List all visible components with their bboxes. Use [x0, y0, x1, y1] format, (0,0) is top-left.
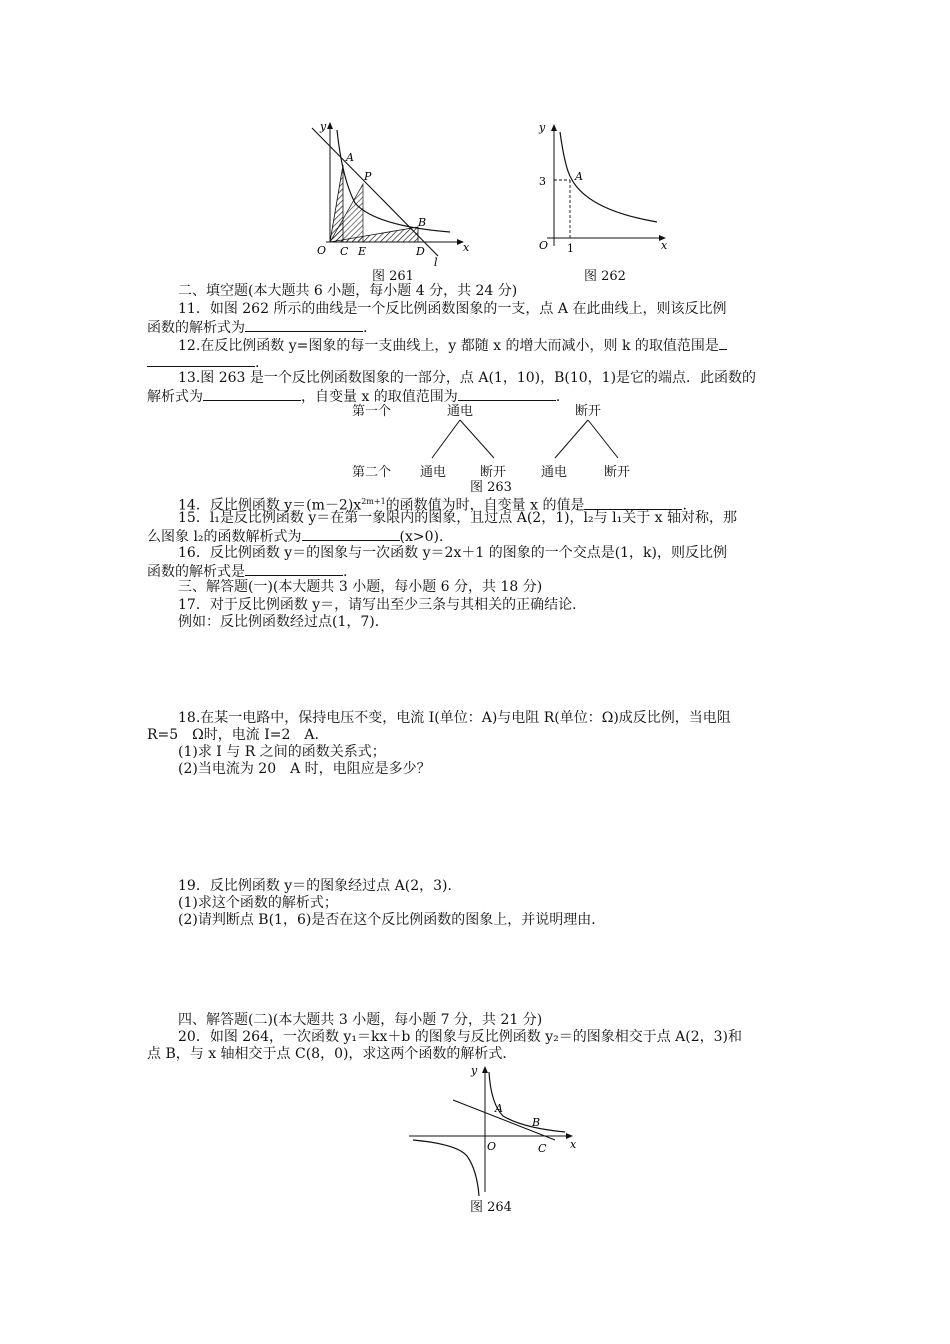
q20-line2: 点 B，与 x 轴相交于点 C(8，0)，求这两个函数的解析式． — [147, 1046, 517, 1062]
fig262-caption: 图 262 — [584, 269, 626, 284]
label-y: y — [320, 120, 327, 133]
q16-text: 函数的解析式是 — [147, 564, 245, 580]
q13-text-a: 解析式为 — [147, 389, 203, 405]
label-b: B — [532, 1116, 541, 1129]
fig263-top-right: 断开 — [575, 404, 602, 419]
q11-period: . — [363, 320, 368, 336]
section-4-heading: 四、解答题(二)(本大题共 3 小题，每小题 7 分，共 21 分) — [178, 1012, 543, 1028]
q14-text-a: 14．反比例函数 y＝(m－2)x — [178, 497, 362, 514]
label-y: y — [539, 121, 546, 134]
q12-line1 — [178, 336, 727, 355]
q14-answer-blank[interactable] — [584, 496, 682, 510]
section-2-heading: 二、填空题(本大题共 6 小题，每小题 4 分，共 24 分) — [178, 283, 518, 299]
hyperbola-branch-2 — [413, 1140, 479, 1196]
section-3-heading: 三、解答题(一)(本大题共 3 小题，每小题 6 分，共 18 分) — [178, 579, 543, 595]
q14-text-b: 的函数值为时，自变量 x 的值是 — [385, 497, 585, 514]
q13-answer-blank-2[interactable] — [458, 387, 556, 401]
figure-262 — [527, 118, 677, 258]
label-c: C — [538, 1142, 547, 1155]
q11-line2 — [147, 318, 367, 337]
label-a: A — [575, 170, 583, 183]
q19-line1: 19．反比例函数 y＝的图象经过点 A(2，3)． — [178, 878, 462, 894]
label-y: y — [471, 1064, 478, 1077]
q16-period: . — [343, 564, 348, 580]
q13-period: . — [555, 389, 561, 405]
q12-answer-blank[interactable] — [147, 353, 255, 367]
fig263-row2-label: 第二个 — [352, 465, 392, 480]
label-x: x — [661, 239, 668, 252]
fig263-leaf3: 通电 — [541, 465, 568, 480]
label-e: E — [358, 245, 367, 258]
q15-text: 么图象 l₂的函数解析式为 — [147, 529, 302, 545]
q13-text-b: ，自变量 x 的取值范围为 — [301, 389, 458, 405]
fig263-row1-label: 第一个 — [352, 404, 392, 419]
q16-line1: 16．反比例函数 y＝的图象与一次函数 y＝2x＋1 的图象的一个交点是(1，k)，则反比例 — [178, 545, 728, 561]
q15-line1: 15．l₁是反比例函数 y＝在第一象限内的图象，且过点 A(2，1)，l₂与 l₁关于 x 轴对称，那 — [178, 510, 737, 526]
q14-exponent: 2m+1 — [361, 497, 386, 506]
q13-line1: 13.图 263 是一个反比例函数图象的一部分，点 A(1，10)，B(10，1)是它的端点．此函数的 — [178, 370, 757, 386]
q18-line4: (2)当电流为 20 A 时，电阻应是多少？ — [178, 761, 431, 777]
q19-line2: (1)求这个函数的解析式； — [178, 895, 338, 911]
q11-text: 函数的解析式为 — [147, 320, 245, 336]
q17-line1: 17．对于反比例函数 y＝，请写出至少三条与其相关的正确结论． — [178, 597, 587, 613]
label-d: D — [416, 245, 425, 258]
q15-answer-blank[interactable] — [302, 527, 400, 541]
fig263-top-left: 通电 — [447, 404, 474, 419]
fig261-caption: 图 261 — [372, 269, 414, 284]
fig263-caption: 图 263 — [470, 480, 512, 495]
fig263-branches — [400, 418, 660, 460]
label-o: O — [317, 244, 327, 257]
q14-period: . — [682, 497, 687, 514]
q12-period: . — [255, 355, 260, 371]
q15-condition: (x>0). — [399, 529, 444, 545]
label-x: x — [463, 241, 470, 254]
label-o: O — [487, 1140, 497, 1153]
label-a: A — [495, 1102, 503, 1115]
q19-line3: (2)请判断点 B(1，6)是否在这个反比例函数的图象上，并说明理由． — [178, 912, 606, 928]
q18-line1: 18.在某一电路中，保持电压不变，电流 I(单位：A)与电阻 R(单位：Ω)成反比例，当电阻 — [178, 710, 731, 726]
label-p: P — [364, 170, 372, 183]
q18-line3: (1)求 I 与 R 之间的函数关系式； — [178, 744, 386, 760]
q15-line2 — [147, 527, 443, 546]
label-3: 3 — [539, 175, 546, 188]
q13-answer-blank-1[interactable] — [203, 387, 301, 401]
label-x: x — [570, 1138, 577, 1151]
fig263-leaf4: 断开 — [604, 465, 631, 480]
label-o: O — [539, 239, 549, 252]
q11-line1: 11．如图 262 所示的曲线是一个反比例函数图象的一支，点 A 在此曲线上，则该反比例 — [178, 301, 727, 317]
figure-264 — [405, 1062, 585, 1202]
figure-261 — [300, 118, 480, 268]
q12-text: 12.在反比例函数 y=图象的每一支曲线上，y 都随 x 的增大而减小，则 k 的取值范围是 — [178, 338, 719, 354]
q12-answer-blank-start[interactable] — [719, 336, 727, 350]
fig263-leaf1: 通电 — [420, 465, 447, 480]
label-1: 1 — [567, 242, 574, 255]
fig264-caption: 图 264 — [470, 1200, 512, 1215]
label-a: A — [346, 151, 354, 164]
q18-line2: R=5 Ω时，电流 I=2 A. — [147, 727, 319, 743]
q17-line2: 例如：反比例函数经过点(1，7)． — [178, 614, 389, 630]
q20-line1: 20．如图 264，一次函数 y₁＝kx＋b 的图象与反比例函数 y₂＝的图象相交于点 A(2，3)和 — [178, 1029, 743, 1045]
label-l: l — [434, 256, 438, 268]
fig263-leaf2: 断开 — [480, 465, 507, 480]
q11-answer-blank[interactable] — [245, 318, 363, 332]
label-b: B — [418, 216, 427, 229]
label-c: C — [340, 245, 349, 258]
q16-answer-blank[interactable] — [245, 562, 343, 576]
